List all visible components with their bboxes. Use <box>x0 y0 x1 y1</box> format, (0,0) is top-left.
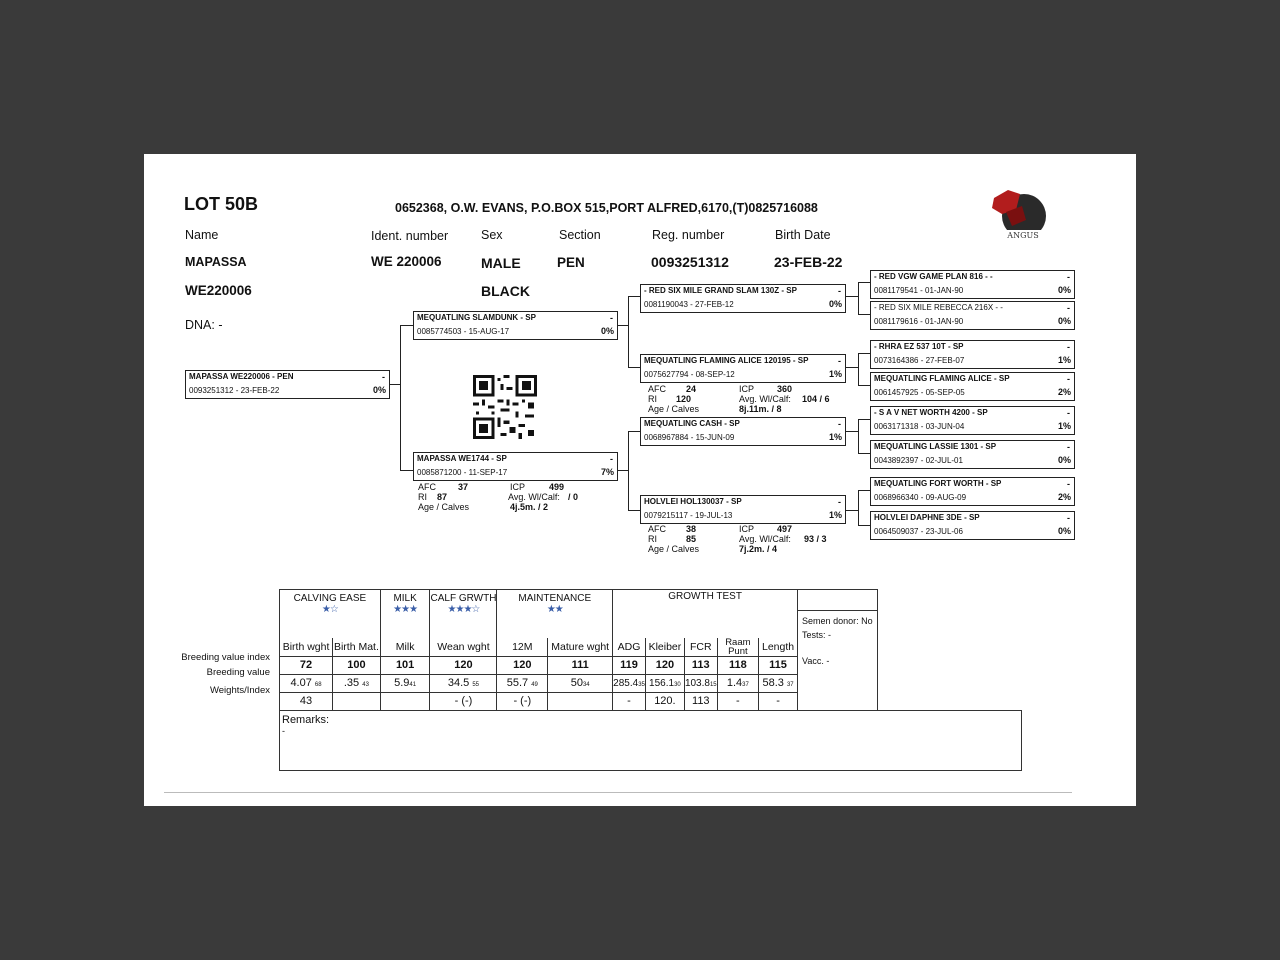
registration: 0068967884 - 15-JUN-09 <box>644 433 735 442</box>
avg-value: / 0 <box>568 492 579 502</box>
group-label: MAINTENANCE <box>518 593 592 604</box>
index-cell: 120 <box>430 656 497 674</box>
index-cell: 115 <box>759 656 798 674</box>
status-mark: - <box>1067 442 1070 452</box>
age-label: Age / Calves <box>418 502 470 512</box>
registration: 0081190043 - 27-FEB-12 <box>644 300 734 309</box>
pedigree-dam-sire[interactable] <box>640 417 846 446</box>
connector <box>858 490 870 491</box>
index-cell: 118 <box>717 656 758 674</box>
inbreeding-pct: 1% <box>1057 355 1071 365</box>
connector <box>846 510 858 511</box>
status-mark: - <box>1067 374 1070 384</box>
weight-cell: 43 <box>280 692 333 710</box>
column-header: Length <box>759 638 798 657</box>
weight-cell <box>333 692 381 710</box>
animal-name: MEQUATLING FLAMING ALICE - SP <box>874 374 1010 383</box>
afc-label: AFC <box>648 524 666 534</box>
pedigree-ggp-5[interactable] <box>870 406 1075 435</box>
footer-divider <box>164 792 1072 793</box>
connector <box>846 296 858 297</box>
pedigree-sire-sire[interactable] <box>640 284 846 313</box>
column-header: FCR <box>684 638 717 657</box>
connector <box>628 296 640 297</box>
connector <box>858 385 870 386</box>
accuracy: 15 <box>709 681 717 688</box>
connector <box>628 296 629 368</box>
column-header: ADG <box>613 638 646 657</box>
bv-cell <box>759 674 798 692</box>
weight-cell: - (-) <box>430 692 497 710</box>
afc-value: 24 <box>686 384 697 394</box>
inbreeding-pct: 1% <box>828 369 842 379</box>
registration: 0075627794 - 08-SEP-12 <box>644 370 735 379</box>
connector <box>618 470 628 471</box>
registration: 0081179616 - 01-JAN-90 <box>874 317 964 326</box>
group-label: CALF GRWTH <box>430 593 497 604</box>
column-header: 12M <box>497 638 548 657</box>
column-header: Wean wght <box>430 638 497 657</box>
column-header: Kleiber <box>645 638 684 657</box>
connector <box>858 490 859 526</box>
index-cell: 100 <box>333 656 381 674</box>
afc-label: AFC <box>418 482 436 492</box>
inbreeding-pct: 0% <box>828 299 842 309</box>
afc-value: 38 <box>686 524 697 534</box>
icp-value: 499 <box>549 482 565 492</box>
lot-number: LOT 50B <box>184 194 259 214</box>
group-label: GROWTH TEST <box>668 591 742 602</box>
connector <box>858 282 870 283</box>
inbreeding-pct: 1% <box>828 432 842 442</box>
index-cell: 113 <box>684 656 717 674</box>
bv-value: 156.1 <box>649 677 675 689</box>
inbreeding-pct: 1% <box>828 510 842 520</box>
column-header: Birth wght <box>280 638 333 657</box>
angus-logo <box>986 184 1056 244</box>
bv-cell <box>280 674 333 692</box>
bv-cell <box>430 674 497 692</box>
accuracy: 37 <box>786 682 794 688</box>
inbreeding-pct: 2% <box>1057 387 1071 397</box>
bv-cell <box>684 674 717 692</box>
animal-name: - RED VGW GAME PLAN 816 - - <box>874 272 993 281</box>
dam-dam-stats <box>648 524 853 556</box>
age-value: 8j.11m. / 8 <box>739 404 782 414</box>
group-label: CALVING EASE <box>293 593 367 604</box>
age-value: 4j.5m. / 2 <box>510 502 549 512</box>
dna-status: DNA: - <box>185 318 223 332</box>
tattoo: WE220006 <box>185 283 252 298</box>
animal-name: - RED SIX MILE GRAND SLAM 130Z - SP <box>644 286 797 295</box>
remarks-text: - <box>282 725 285 736</box>
connector <box>858 525 870 526</box>
registration: 0079215117 - 19-JUL-13 <box>644 511 733 520</box>
row-label-index: Breeding value index <box>181 652 270 663</box>
accuracy: 43 <box>362 682 369 688</box>
star-icon: ★★ <box>546 604 563 615</box>
icp-label: ICP <box>510 482 526 492</box>
bv-value: .35 <box>343 677 360 689</box>
pedigree-dam-dam[interactable] <box>640 495 846 524</box>
column-header: Birth Mat. <box>333 638 381 657</box>
registration: 0073164386 - 27-FEB-07 <box>874 356 965 365</box>
remarks-label: Remarks: <box>282 713 330 726</box>
ri-label: RI <box>418 492 427 502</box>
status-mark: - <box>1067 342 1070 352</box>
inbreeding-pct: 0% <box>1057 455 1071 465</box>
pedigree-sire[interactable] <box>413 311 618 340</box>
status-mark: - <box>1067 479 1070 489</box>
pedigree-ggp-8[interactable] <box>870 511 1075 540</box>
connector <box>858 419 870 420</box>
status-mark: - <box>838 356 841 366</box>
avg-label: Avg. Wl/Calf: <box>508 492 560 502</box>
age-label: Age / Calves <box>648 404 700 414</box>
group-label: MILK <box>393 593 417 604</box>
weight-cell <box>380 692 430 710</box>
bv-cell <box>548 674 613 692</box>
status-mark: - <box>1067 272 1070 282</box>
connector <box>400 325 401 471</box>
weight-cell: 113 <box>684 692 717 710</box>
animal-notes-cell <box>798 590 878 711</box>
label-section: Section <box>559 228 601 242</box>
weight-cell: - <box>759 692 798 710</box>
bv-value: 1.4 <box>726 677 743 689</box>
avg-label: Avg. Wl/Calf: <box>739 534 791 544</box>
reg-number: 0093251312 <box>651 254 729 270</box>
avg-label: Avg. Wl/Calf: <box>739 394 791 404</box>
connector <box>618 325 628 326</box>
pedigree-ggp-3[interactable] <box>870 340 1075 369</box>
weight-cell <box>548 692 613 710</box>
bv-value: 285.4 <box>613 677 639 689</box>
ri-value: 120 <box>676 394 692 404</box>
index-cell: 120 <box>645 656 684 674</box>
dam-stats <box>418 482 623 514</box>
connector <box>858 353 859 386</box>
group-calf-growth <box>430 590 497 638</box>
bv-value: 50 <box>570 677 583 689</box>
column-header: Raam Punt <box>717 638 758 657</box>
birth-date: 23-FEB-22 <box>774 254 843 270</box>
pedigree-ggp-1[interactable] <box>870 270 1075 299</box>
registration: 0061457925 - 05-SEP-05 <box>874 388 965 397</box>
group-milk <box>380 590 430 638</box>
animal-name: - RED SIX MILE REBECCA 216X - - <box>874 303 1003 312</box>
status-mark: - <box>838 419 841 429</box>
inbreeding-pct: 0% <box>1057 316 1071 326</box>
group-calving-ease <box>280 590 381 638</box>
status-mark: - <box>1067 303 1070 313</box>
registration: 0064509037 - 23-JUL-06 <box>874 527 963 536</box>
connector <box>858 419 859 454</box>
star-icon: ★★★ <box>393 604 418 615</box>
accuracy: 37 <box>742 682 749 688</box>
bv-value: 103.8 <box>684 677 710 689</box>
registration: 0085871200 - 11-SEP-17 <box>417 468 508 477</box>
connector <box>628 367 640 368</box>
connector <box>400 470 413 471</box>
animal-name: - RHRA EZ 537 10T - SP <box>874 342 964 351</box>
animal-name: HOLVLEI HOL130037 - SP <box>644 497 742 506</box>
animal-name: MAPASSA WE1744 - SP <box>417 454 507 463</box>
section-value: PEN <box>557 255 585 270</box>
column-header: Mature wght <box>548 638 613 657</box>
registration: 0081179541 - 01-JAN-90 <box>874 286 964 295</box>
connector <box>400 325 413 326</box>
bv-cell <box>613 674 646 692</box>
semen-donor: Semen donor: No <box>802 616 873 626</box>
accuracy: 30 <box>674 681 681 688</box>
colour: BLACK <box>481 283 530 299</box>
pedigree-ggp-7[interactable] <box>870 477 1075 506</box>
weight-cell: - <box>613 692 646 710</box>
ri-value: 85 <box>686 534 697 544</box>
index-cell: 101 <box>380 656 430 674</box>
weight-cell: 120. <box>645 692 684 710</box>
tests: Tests: - <box>802 630 832 640</box>
label-birth: Birth Date <box>775 228 831 242</box>
ri-label: RI <box>648 394 657 404</box>
accuracy: 34 <box>582 682 590 688</box>
animal-name: MEQUATLING SLAMDUNK - SP <box>417 313 536 322</box>
animal-name: MEQUATLING FLAMING ALICE 120195 - SP <box>644 356 809 365</box>
bv-value: 4.07 <box>290 677 312 689</box>
vaccinations: Vacc. - <box>802 656 830 666</box>
inbreeding-pct: 0% <box>1057 285 1071 295</box>
bv-cell <box>380 674 430 692</box>
bv-cell <box>333 674 381 692</box>
row-label-bv: Breeding value <box>206 667 270 678</box>
remarks-section <box>280 710 1022 770</box>
label-sex: Sex <box>481 228 503 242</box>
inbreeding-pct: 0% <box>600 326 614 336</box>
animal-name: MAPASSA <box>185 255 247 269</box>
registration: 0068966340 - 09-AUG-09 <box>874 493 967 502</box>
icp-label: ICP <box>739 384 755 394</box>
avg-value: 104 / 6 <box>802 394 830 404</box>
index-cell: 119 <box>613 656 646 674</box>
pedigree-dam[interactable] <box>413 452 618 481</box>
inbreeding-pct: 0% <box>1057 526 1071 536</box>
index-cell: 111 <box>548 656 613 674</box>
animal-name: MEQUATLING CASH - SP <box>644 419 740 428</box>
ri-label: RI <box>648 534 657 544</box>
animal-name: MEQUATLING LASSIE 1301 - SP <box>874 442 997 451</box>
animal-name: MAPASSA WE220006 - PEN <box>189 372 294 381</box>
registration: 0085774503 - 15-AUG-17 <box>417 327 510 336</box>
status-mark: - <box>610 313 613 323</box>
ri-value: 87 <box>437 492 448 502</box>
status-mark: - <box>382 372 385 382</box>
icp-value: 360 <box>777 384 793 394</box>
label-name: Name <box>185 228 219 242</box>
group-growth-test <box>613 590 798 638</box>
bv-value: 55.7 <box>506 677 529 689</box>
bv-value: 34.5 <box>447 677 470 689</box>
column-header: Milk <box>380 638 430 657</box>
star-icon: ★★★☆ <box>447 604 480 615</box>
pedigree-ggp-4[interactable] <box>870 372 1075 401</box>
pedigree-certificate <box>144 154 1136 806</box>
animal-name: - S A V NET WORTH 4200 - SP <box>874 408 988 417</box>
age-value: 7j.2m. / 4 <box>739 544 778 554</box>
accuracy: 55 <box>472 682 480 688</box>
bv-cell <box>717 674 758 692</box>
accuracy: 41 <box>409 682 417 688</box>
pedigree-ggp-6[interactable] <box>870 440 1075 469</box>
registration: 0043892397 - 02-JUL-01 <box>874 456 963 465</box>
connector <box>390 384 400 385</box>
sex-value: MALE <box>481 255 521 271</box>
accuracy: 35 <box>638 681 645 688</box>
bv-value: 58.3 <box>762 677 784 689</box>
connector <box>858 314 870 315</box>
bv-cell <box>645 674 684 692</box>
afc-value: 37 <box>458 482 469 492</box>
status-mark: - <box>1067 408 1070 418</box>
accuracy: 49 <box>531 682 538 688</box>
pedigree-ggp-2[interactable] <box>870 301 1075 330</box>
ident-number: WE 220006 <box>371 254 442 269</box>
icp-label: ICP <box>739 524 755 534</box>
afc-label: AFC <box>648 384 666 394</box>
index-cell: 120 <box>497 656 548 674</box>
connector <box>628 510 640 511</box>
row-label-weights: Weights/Index <box>209 685 270 696</box>
star-icon: ★☆ <box>321 604 338 615</box>
connector <box>858 453 870 454</box>
connector <box>858 353 870 354</box>
bv-cell <box>497 674 548 692</box>
owner-details: 0652368, O.W. EVANS, P.O.BOX 515,PORT ALFRED,6170,(T)0825716088 <box>395 201 818 215</box>
bv-value: 5.9 <box>394 677 410 689</box>
pedigree-subject[interactable] <box>185 370 390 399</box>
pedigree-sire-dam[interactable] <box>640 354 846 383</box>
age-label: Age / Calves <box>648 544 700 554</box>
inbreeding-pct: 2% <box>1057 492 1071 502</box>
animal-name: MEQUATLING FORT WORTH - SP <box>874 479 1002 488</box>
weight-cell: - <box>717 692 758 710</box>
connector <box>846 431 858 432</box>
label-ident: Ident. number <box>371 229 449 243</box>
avg-value: 93 / 3 <box>804 534 827 544</box>
inbreeding-pct: 1% <box>1057 421 1071 431</box>
weight-cell: - (-) <box>497 692 548 710</box>
status-mark: - <box>1067 513 1070 523</box>
qr-code[interactable] <box>472 375 538 439</box>
status-mark: - <box>838 497 841 507</box>
label-reg: Reg. number <box>652 228 725 242</box>
connector <box>858 282 859 315</box>
sire-dam-stats <box>648 384 853 416</box>
connector <box>628 431 640 432</box>
status-mark: - <box>838 286 841 296</box>
animal-name: HOLVLEI DAPHNE 3DE - SP <box>874 513 980 522</box>
index-cell: 72 <box>280 656 333 674</box>
registration: 0093251312 - 23-FEB-22 <box>189 386 280 395</box>
inbreeding-pct: 0% <box>372 385 386 395</box>
status-mark: - <box>610 454 613 464</box>
connector <box>628 431 629 511</box>
group-maintenance <box>497 590 613 638</box>
accuracy: 68 <box>314 682 322 688</box>
breeding-value-table <box>279 589 1022 771</box>
icp-value: 497 <box>777 524 793 534</box>
registration: 0063171318 - 03-JUN-04 <box>874 422 965 431</box>
inbreeding-pct: 7% <box>600 467 614 477</box>
connector <box>846 367 858 368</box>
logo-text: ANGUS <box>1007 231 1039 240</box>
